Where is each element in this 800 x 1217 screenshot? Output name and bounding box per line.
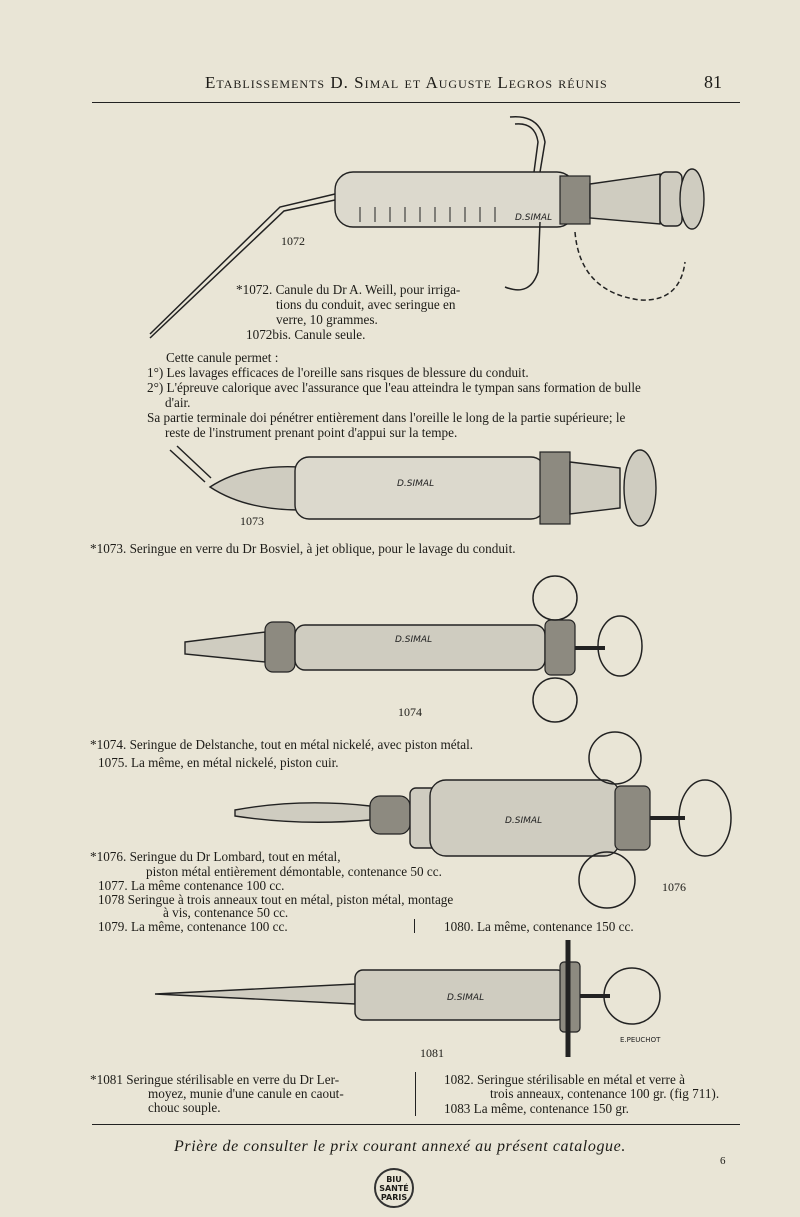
- item-1073: *1073. Seringue en verre du Dr Bosviel, à jet oblique, pour le lavage du conduit.: [90, 541, 516, 556]
- brand-mark: D.SIMAL: [447, 993, 485, 1003]
- item-1076-line2: piston métal entièrement démontable, contenance 50 cc.: [146, 864, 442, 879]
- point-2-line2: d'air.: [165, 395, 191, 410]
- stamp-line: SANTÉ: [379, 1183, 409, 1193]
- brand-mark: D.SIMAL: [515, 213, 553, 223]
- item-1075: 1075. La même, en métal nickelé, piston cuir.: [98, 755, 339, 770]
- footer-note: Prière de consulter le prix courant annexé au présent catalogue.: [174, 1138, 626, 1155]
- column-divider: [414, 919, 415, 933]
- rubber-cannula: [155, 984, 355, 1004]
- header-rule: [92, 102, 740, 103]
- item-1072-line2: tions du conduit, avec seringue en: [276, 297, 456, 312]
- stamp-line: BIU: [386, 1174, 402, 1184]
- item-1072-line3: verre, 10 grammes.: [276, 312, 378, 327]
- nozzle: [210, 467, 300, 510]
- finger-ring-bottom: [533, 678, 577, 722]
- point-1: 1°) Les lavages efficaces de l'oreille sans risques de blessure du conduit.: [147, 365, 529, 380]
- nozzle: [235, 803, 370, 822]
- figure-label-1074: 1074: [398, 705, 422, 719]
- chain: [575, 232, 685, 300]
- item-1081-line2: moyez, munie d'une canule en caout-: [148, 1086, 344, 1101]
- engraver-signature: E.PEUCHOT: [620, 1036, 661, 1044]
- item-1080: 1080. La même, contenance 150 cc.: [444, 919, 634, 934]
- item-1074: *1074. Seringue de Delstanche, tout en métal nickelé, avec piston métal.: [90, 737, 474, 752]
- item-1081-line3: chouc souple.: [148, 1100, 221, 1115]
- page-number: 81: [704, 72, 722, 92]
- signature-number: 6: [720, 1155, 726, 1167]
- item-1077: 1077. La même contenance 100 cc.: [98, 878, 285, 893]
- finger-ring-bottom: [579, 852, 635, 908]
- metal-barrel: [295, 625, 545, 670]
- point-3-line1: Sa partie terminale doi pénétrer entièrement dans l'oreille le long de la partie supérieure; le: [147, 410, 626, 425]
- item-1083: 1083 La même, contenance 150 gr.: [444, 1101, 629, 1116]
- item-1078-line1: 1078 Seringue à trois anneaux tout en métal, piston métal, montage: [98, 892, 454, 907]
- column-divider: [415, 1072, 416, 1116]
- finger-ring-top: [533, 576, 577, 620]
- item-1081-line1: *1081 Seringue stérilisable en verre du Dr Ler-: [90, 1072, 340, 1087]
- item-1082-line2: trois anneaux, contenance 100 gr. (fig 711).: [490, 1086, 720, 1101]
- plunger-knob: [680, 169, 704, 229]
- thumb-ring: [679, 780, 731, 856]
- item-1076-line1: *1076. Seringue du Dr Lombard, tout en métal,: [90, 849, 341, 864]
- item-1072-line1: *1072. Canule du Dr A. Weill, pour irriga-: [236, 282, 461, 297]
- plunger-knob: [624, 450, 656, 526]
- brand-mark: D.SIMAL: [505, 816, 543, 826]
- running-header: Etablissements D. Simal et Auguste Legros réunis: [205, 73, 608, 92]
- figure-1081-illustration: [150, 932, 680, 1062]
- footer-rule: [92, 1124, 740, 1125]
- finger-hook-bottom: [505, 222, 540, 290]
- figure-label-1076: 1076: [662, 880, 686, 894]
- figure-label-1072: 1072: [281, 234, 305, 248]
- item-1082-line1: 1082. Seringue stérilisable en métal et verre à: [444, 1072, 685, 1087]
- intro-text: Cette canule permet :: [166, 350, 279, 365]
- stamp-line: PARIS: [380, 1192, 408, 1202]
- nozzle: [185, 632, 265, 662]
- point-2-line1: 2°) L'épreuve calorique avec l'assurance que l'eau atteindra le tympan sans formation de bulle: [147, 380, 641, 395]
- figure-label-1081: 1081: [420, 1046, 444, 1060]
- item-1078-line2: à vis, contenance 50 cc.: [163, 905, 289, 920]
- figure-label-1073: 1073: [240, 514, 264, 528]
- point-3-line2: reste de l'instrument prenant point d'appui sur la tempe.: [165, 425, 458, 440]
- brand-mark: D.SIMAL: [397, 479, 435, 489]
- oblique-jet-tube: [170, 450, 205, 482]
- item-1072bis: 1072bis. Canule seule.: [246, 327, 366, 342]
- item-1079: 1079. La même, contenance 100 cc.: [98, 919, 288, 934]
- brand-mark: D.SIMAL: [395, 635, 433, 645]
- library-stamp: [374, 1168, 414, 1208]
- thumb-ring: [604, 968, 660, 1024]
- finger-ring-top: [589, 732, 641, 784]
